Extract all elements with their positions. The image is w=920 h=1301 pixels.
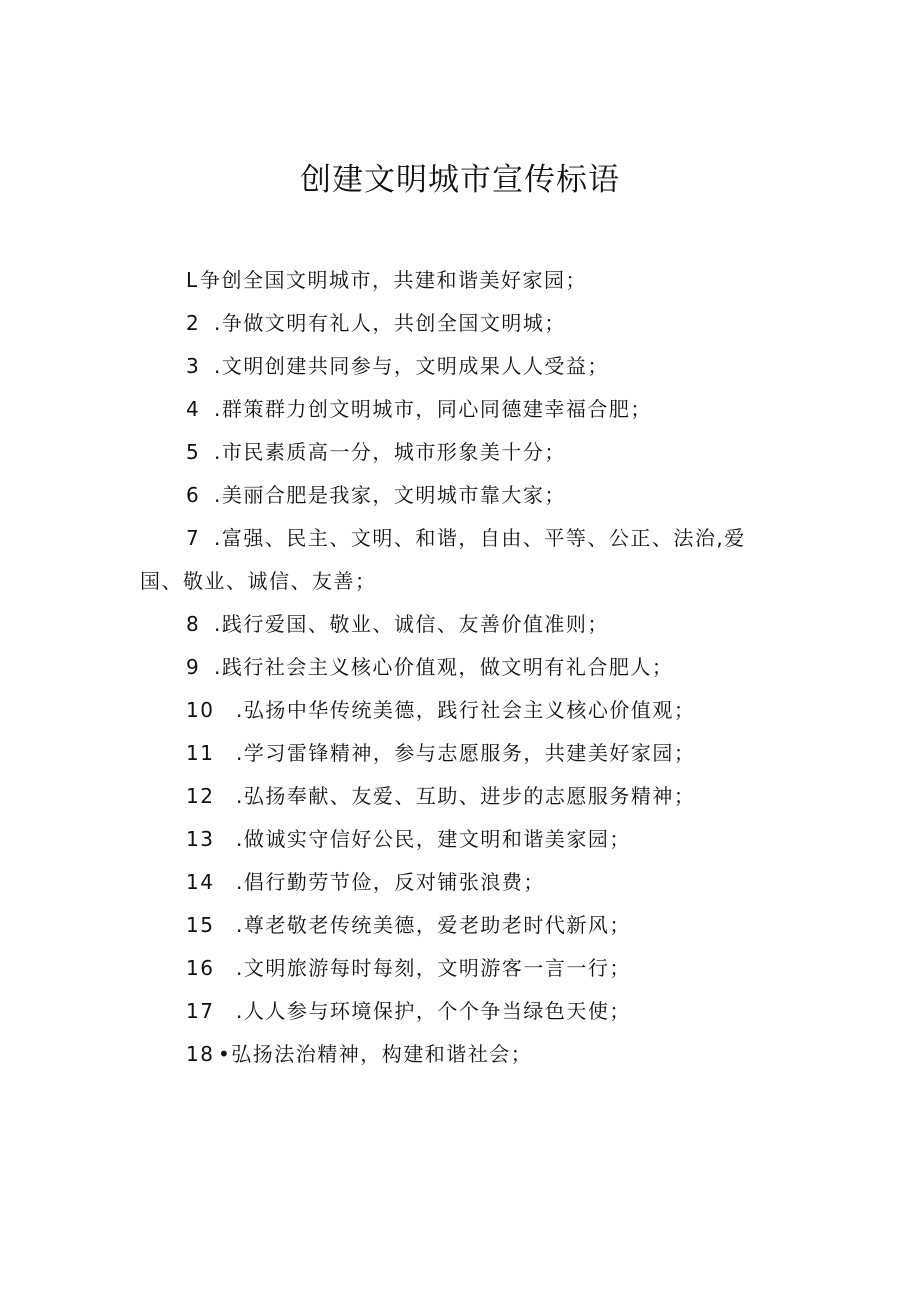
item-text: .市民素质高一分，城市形象美十分； <box>214 440 566 464</box>
item-text: .文明创建共同参与，文明成果人人受益； <box>214 354 609 378</box>
item-number: 16 <box>186 956 215 980</box>
list-item <box>0 904 920 947</box>
item-text-continuation: 国、敬业、诚信、友善； <box>140 569 377 593</box>
list-item <box>0 1033 920 1076</box>
document-title: 创建文明城市宣传标语 <box>300 162 620 198</box>
item-text: .倡行勤劳节俭，反对铺张浪费； <box>236 870 545 894</box>
item-text: .做诚实守信好公民，建文明和谐美家园； <box>236 827 631 851</box>
list-item <box>0 775 920 818</box>
item-number: 18 <box>186 1042 215 1066</box>
list-item <box>0 431 920 474</box>
slogan-list <box>0 259 920 1076</box>
item-number: 14 <box>186 870 215 894</box>
list-item <box>0 388 920 431</box>
item-text: .美丽合肥是我家，文明城市靠大家； <box>214 483 566 507</box>
list-item <box>0 818 920 861</box>
item-number: L <box>186 268 199 292</box>
item-number: 2 <box>186 311 201 335</box>
item-number: 9 <box>186 655 201 679</box>
list-item <box>0 861 920 904</box>
item-number: 7 <box>186 526 201 550</box>
item-number: 3 <box>186 354 201 378</box>
item-text: •弘扬法治精神，构建和谐社会； <box>218 1042 533 1066</box>
list-item <box>0 603 920 646</box>
list-item <box>0 947 920 990</box>
list-item <box>0 732 920 775</box>
item-text: .争做文明有礼人，共创全国文明城； <box>214 311 566 335</box>
item-text: .弘扬中华传统美德，践行社会主义核心价值观； <box>236 698 696 722</box>
list-item <box>0 990 920 1033</box>
list-item <box>0 474 920 517</box>
item-number: 13 <box>186 827 215 851</box>
list-item <box>0 259 920 302</box>
item-number: 10 <box>186 698 215 722</box>
list-item <box>0 689 920 732</box>
list-item <box>0 345 920 388</box>
item-text: .人人参与环境保护，个个争当绿色天使； <box>236 999 631 1023</box>
item-number: 6 <box>186 483 201 507</box>
item-text: 争创全国文明城市，共建和谐美好家园； <box>200 268 587 292</box>
item-text: .富强、民主、文明、和谐，自由、平等、公正、法治,爱 <box>214 526 746 550</box>
item-number: 4 <box>186 397 201 421</box>
item-number: 8 <box>186 612 201 636</box>
item-text: .尊老敬老传统美德，爱老助老时代新风； <box>236 913 631 937</box>
item-text: .群策群力创文明城市，同心同德建幸福合肥； <box>214 397 652 421</box>
item-text: .弘扬奉献、友爱、互助、进步的志愿服务精神； <box>236 784 696 808</box>
list-item <box>0 646 920 689</box>
item-number: 15 <box>186 913 215 937</box>
item-text: .文明旅游每时每刻，文明游客一言一行； <box>236 956 631 980</box>
item-text: .践行社会主义核心价值观，做文明有礼合肥人； <box>214 655 674 679</box>
item-number: 12 <box>186 784 215 808</box>
list-item <box>0 302 920 345</box>
item-text: .践行爱国、敬业、诚信、友善价值准则； <box>214 612 609 636</box>
item-number: 5 <box>186 440 201 464</box>
item-text: .学习雷锋精神，参与志愿服务，共建美好家园； <box>236 741 696 765</box>
item-number: 11 <box>186 741 215 765</box>
list-item <box>0 517 920 603</box>
item-number: 17 <box>186 999 215 1023</box>
